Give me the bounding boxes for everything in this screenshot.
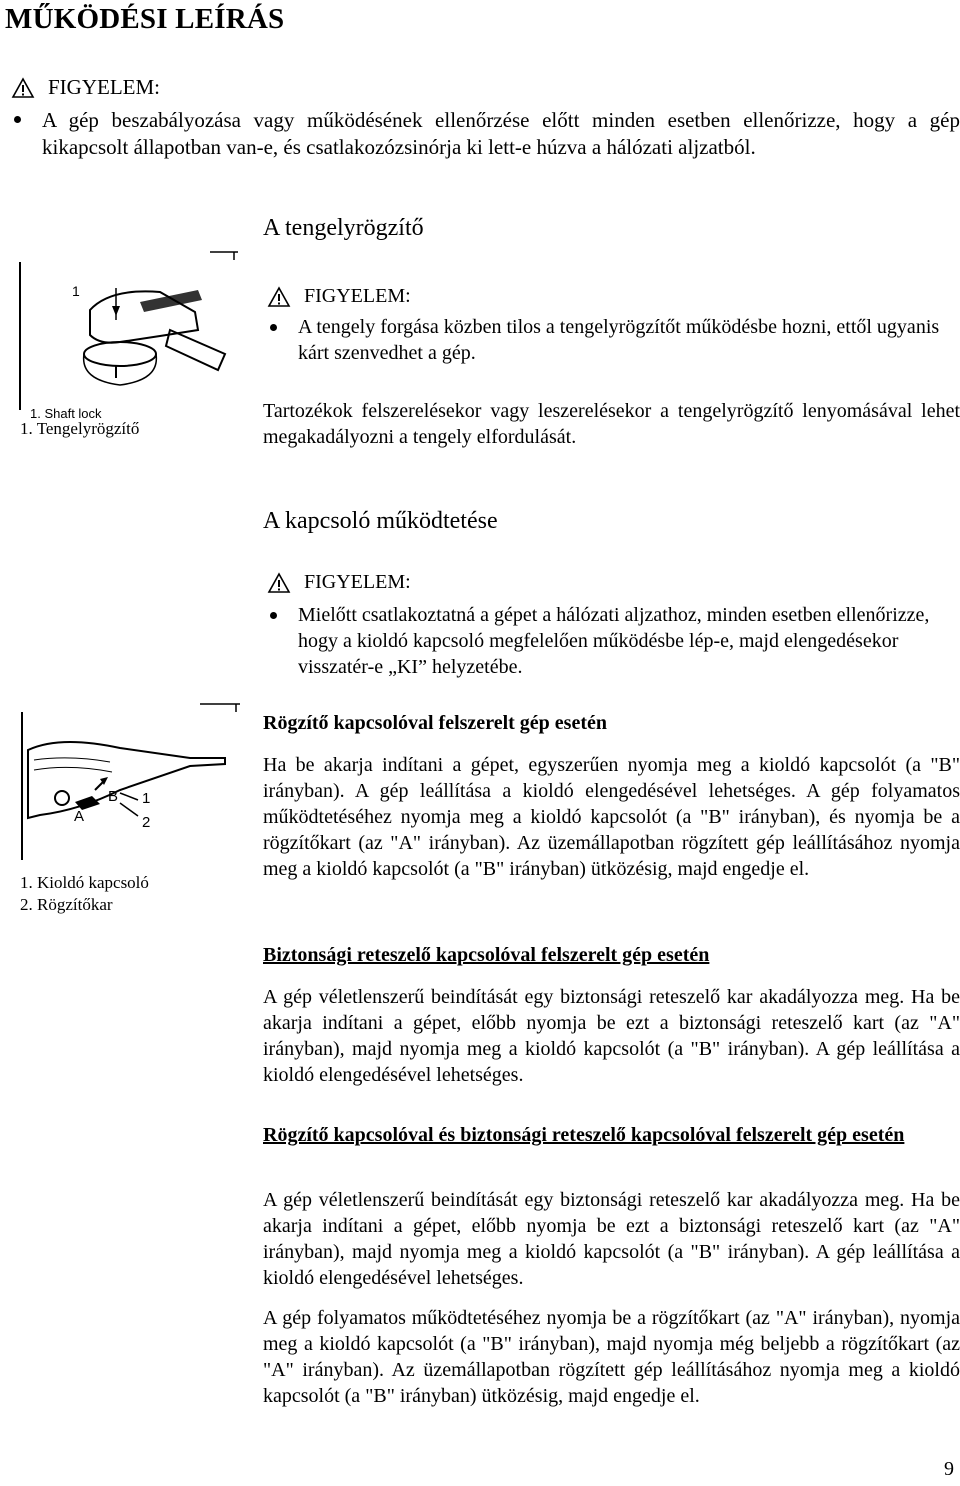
subsection-heading: Biztonsági reteszelő kapcsolóval felszerelt gép esetén (263, 944, 710, 966)
shaft-lock-heading: A tengelyrögzítő (263, 215, 424, 241)
switch-caption-1: 1. Kioldó kapcsoló (20, 873, 149, 892)
subsection-paragraph: Ha be akarja indítani a gépet, egyszerűen nyomja meg a kioldó kapcsolót (a "B" irányban). A gép leállítása a kioldó elengedésével lehetséges. A gép folyamatos működtetéséhez nyomja meg a kioldó kapcsolót (a "B" irányban), és nyomja be a rögzítőkart (az "A" irányban). Az üzemállapotban rögzített gép leállításához nyomja meg a kioldó kapcsolót (a "B" irányban) ütközésig, majd engedje el. (263, 754, 960, 880)
figure-callout: 1 (72, 283, 80, 299)
subsection-paragraph: A gép folyamatos működtetéséhez nyomja be a rögzítőkart (az "A" irányban), nyomja meg a kioldó kapcsolót (a "B" irányban), majd nyomja még beljebb a rögzítőkart (az "A" irányban). Az üzemállapotban rögzített gép leállításához nyomja meg a kioldó kapcsolót (a "B" irányban) ütközésig, majd engedje el. (263, 1307, 960, 1407)
figure-callout-a: A (74, 808, 85, 825)
subsection-heading: Rögzítő kapcsolóval felszerelt gép esetén (263, 712, 607, 734)
warning-label: FIGYELEM: (304, 571, 411, 593)
switch-caption-2: 2. Rögzítőkar (20, 895, 113, 914)
top-warning-text: A gép beszabályozása vagy működésének ellenőrzése előtt minden esetben ellenőrizze, hogy a gép kikapcsolt állapotban van-e, és csatlakozózsinórja ki lett-e húzva a hálózati aljzatból. (42, 108, 960, 159)
subsection-paragraph: A gép véletlenszerű beindítását egy biztonsági reteszelő kar akadályozza meg. Ha be akarja indítani a gépet, előbb nyomja be ezt a biztonsági reteszelő kart (az "A" irányban), majd nyomja meg a kioldó kapcsolót (a "B" irányban). A gép leállítása a kioldó elengedésével lehetséges. (263, 986, 960, 1086)
shaft-lock-figure (20, 250, 240, 421)
shaft-lock-warning-text: A tengely forgása közben tilos a tengelyrögzítőt működésbe hozni, ettől ugyanis kárt szenvedhet a gép. (298, 316, 940, 364)
figure-label-partial: 1. Shaft lock (30, 406, 102, 421)
shaft-lock-warning-header (268, 285, 411, 308)
switch-warning-header (268, 571, 411, 594)
figure-callout-1: 1 (142, 790, 151, 807)
warning-label: FIGYELEM: (48, 75, 160, 99)
warning-triangle-icon (12, 78, 34, 98)
grinder-drawing (20, 250, 240, 421)
switch-figure (20, 700, 242, 868)
top-warning-header (12, 75, 160, 100)
bullet-icon (270, 612, 277, 619)
subsection-paragraph: A gép véletlenszerű beindítását egy biztonsági reteszelő kar akadályozza meg. Ha be akarja indítani a gépet, előbb nyomja be ezt a biztonsági reteszelő kart (az "A" irányban), majd nyomja meg a kioldó kapcsolót (a "B" irányban). A gép leállítása a kioldó elengedésével lehetséges. (263, 1189, 960, 1289)
page-title: MŰKÖDÉSI LEÍRÁS (5, 3, 285, 35)
subsection-heading: Rögzítő kapcsolóval és biztonsági reteszelő kapcsolóval felszerelt gép esetén (263, 1124, 905, 1146)
shaft-lock-body: Tartozékok felszerelésekor vagy leszerelésekor a tengelyrögzítő lenyomásával lehet megakadályozni a tengely elfordulását. (263, 400, 960, 448)
switch-heading: A kapcsoló működtetése (263, 508, 498, 534)
shaft-lock-caption: 1. Tengelyrögzítő (20, 419, 140, 438)
page-number: 9 (944, 1458, 954, 1480)
warning-label: FIGYELEM: (304, 285, 411, 307)
figure-callout-2: 2 (142, 814, 151, 831)
bullet-icon (270, 324, 277, 331)
bullet-icon (14, 116, 21, 123)
warning-triangle-icon (268, 573, 290, 593)
switch-drawing (20, 700, 242, 868)
figure-callout-b: B (108, 788, 119, 805)
switch-warning-text: Mielőtt csatlakoztatná a gépet a hálózati aljzathoz, minden esetben ellenőrizze, hogy a kioldó kapcsoló megfelelően működésbe lép-e, majd elengedésekor visszatér-e „KI” helyzetébe. (298, 604, 930, 678)
warning-triangle-icon (268, 287, 290, 307)
